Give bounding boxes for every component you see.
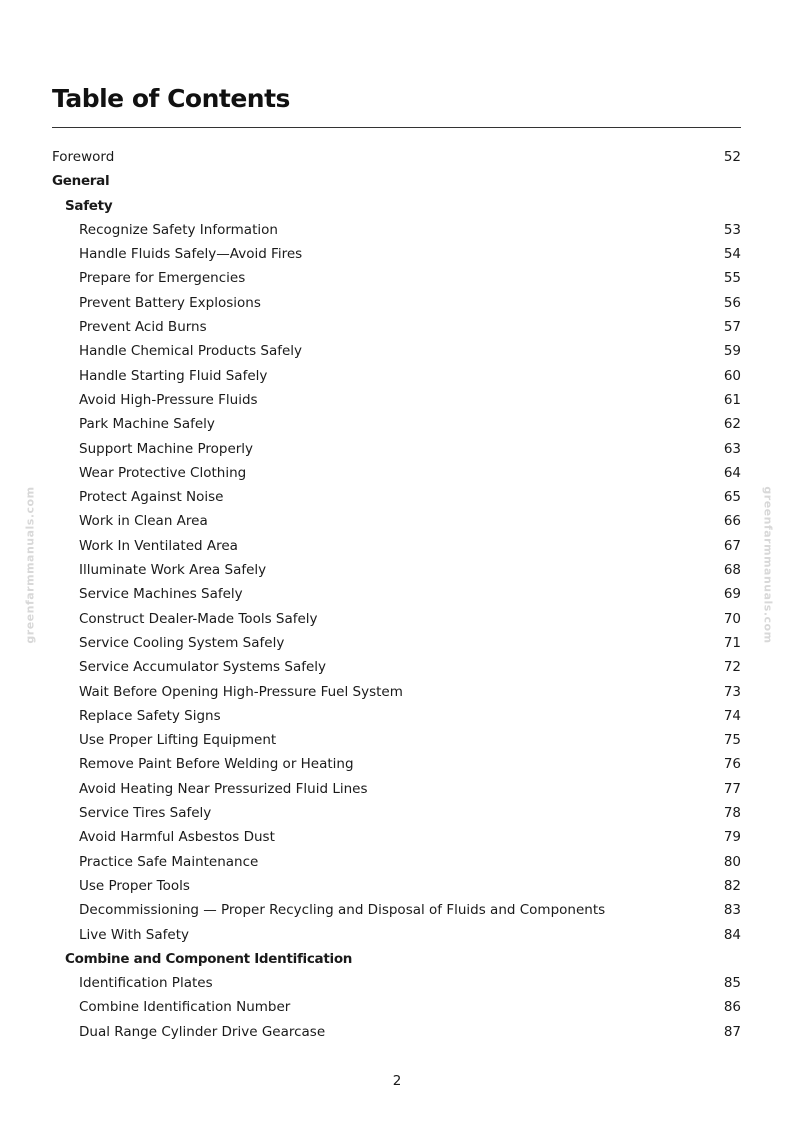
toc-entry[interactable] [52,582,741,606]
toc-entry[interactable] [52,777,741,801]
toc-entry[interactable] [52,242,741,266]
toc-entry-title: Use Proper Tools [79,877,190,894]
toc-entry-title: Avoid Heating Near Pressurized Fluid Lines [79,780,368,797]
title-divider [52,127,741,128]
toc-entry-title: Service Tires Safely [79,805,212,822]
toc-entry[interactable] [52,437,741,461]
toc-entry-page: 68 [723,562,741,579]
toc-entry-title: General [52,173,110,190]
toc-entry-page: 74 [723,707,741,724]
toc-entry-page: 57 [723,319,741,336]
toc-entry-page: 80 [723,853,741,870]
toc-entry-page: 70 [723,610,741,627]
toc-entry-title: Service Machines Safely [79,586,243,603]
toc-entry-page: 59 [723,343,741,360]
toc-entry-title: Service Cooling System Safely [79,634,285,651]
toc-entry-page: 54 [723,246,741,263]
toc-entry-title: Avoid High-Pressure Fluids [79,391,258,408]
toc-entry-page: 65 [723,489,741,506]
toc-entry-page: 82 [723,877,741,894]
toc-entry-page: 78 [723,805,741,822]
toc-entry[interactable] [52,704,741,728]
toc-entry-page: 62 [723,416,741,433]
toc-entry-title: Use Proper Lifting Equipment [79,732,277,749]
toc-entry-title: Protect Against Noise [79,489,224,506]
toc-entry-page: 86 [723,999,741,1016]
toc-entry-page: 75 [723,732,741,749]
toc-entry-page: 53 [723,221,741,238]
toc-entry-title: Recognize Safety Information [79,221,278,238]
toc-entry-page: 77 [723,780,741,797]
toc-entry[interactable] [52,315,741,339]
toc-entry-title: Dual Range Cylinder Drive Gearcase [79,1023,326,1040]
watermark-left: greenfarmmanuals.com [23,486,37,644]
toc-entry[interactable] [52,971,741,995]
toc-entry[interactable] [52,485,741,509]
toc-entry[interactable] [52,655,741,679]
toc-entry-page: 76 [723,756,741,773]
toc-entry-title: Work in Clean Area [79,513,208,530]
toc-entry[interactable] [52,339,741,363]
toc-entry-page: 85 [723,975,741,992]
toc-entry[interactable] [52,923,741,947]
toc-entry[interactable] [52,874,741,898]
toc-section-heading [52,194,741,218]
toc-entry[interactable] [52,145,741,169]
toc-entry[interactable] [52,558,741,582]
toc-entry[interactable] [52,995,741,1019]
toc-entry[interactable] [52,534,741,558]
toc-entry[interactable] [52,1020,741,1044]
toc-entry-title: Prevent Battery Explosions [79,294,261,311]
toc-entry-title: Wear Protective Clothing [79,464,247,481]
toc-entry-title: Service Accumulator Systems Safely [79,659,327,676]
toc-entry[interactable] [52,364,741,388]
toc-entry-title: Handle Fluids Safely—Avoid Fires [79,246,303,263]
toc-entry-title: Illuminate Work Area Safely [79,562,267,579]
toc-entry-page: 56 [723,294,741,311]
toc-entry-title: Foreword [52,149,115,165]
toc-entry[interactable] [52,461,741,485]
toc-entry[interactable] [52,850,741,874]
toc-entry[interactable] [52,680,741,704]
toc-entry-page: 52 [723,149,741,165]
toc-entry[interactable] [52,898,741,922]
toc-entry-title: Safety [65,197,113,214]
toc-entry[interactable] [52,825,741,849]
toc-entry[interactable] [52,752,741,776]
toc-entry-title: Remove Paint Before Welding or Heating [79,756,354,773]
toc-entry-title: Live With Safety [79,926,189,943]
toc-entry[interactable] [52,218,741,242]
toc-entry-page: 87 [723,1023,741,1040]
toc-entry[interactable] [52,728,741,752]
toc-entry[interactable] [52,509,741,533]
toc-entry[interactable] [52,388,741,412]
toc-entry-page: 61 [723,391,741,408]
toc-entry-title: Handle Starting Fluid Safely [79,367,268,384]
toc-entry[interactable] [52,266,741,290]
toc-entry-title: Decommissioning — Proper Recycling and Disposal of Fluids and Components [79,902,606,919]
page-title: Table of Contents [52,84,290,113]
toc-entry-title: Combine Identification Number [79,999,291,1016]
toc-entry-page: 69 [723,586,741,603]
toc-entry[interactable] [52,631,741,655]
toc-entry-title: Work In Ventilated Area [79,537,238,554]
toc-entry-page: 79 [723,829,741,846]
toc-entry-title: Replace Safety Signs [79,707,221,724]
toc-section-heading [52,169,741,193]
toc-entry-page: 55 [723,270,741,287]
toc-entry-page: 64 [723,464,741,481]
toc-entry[interactable] [52,607,741,631]
toc-entry-title: Support Machine Properly [79,440,254,457]
toc-section-heading [52,947,741,971]
toc-entry-page: 63 [723,440,741,457]
toc-entry-title: Construct Dealer-Made Tools Safely [79,610,318,627]
toc-entry-page: 67 [723,537,741,554]
toc-entry-title: Practice Safe Maintenance [79,853,259,870]
toc-entry-page: 72 [723,659,741,676]
toc-entry-title: Combine and Component Identification [65,950,353,967]
toc-entry-page: 84 [723,926,741,943]
page-number: 2 [392,1073,402,1089]
toc-entry-page: 66 [723,513,741,530]
toc-entry-title: Avoid Harmful Asbestos Dust [79,829,275,846]
toc-entry-title: Identification Plates [79,975,213,992]
toc-entry-title: Prevent Acid Burns [79,319,207,336]
toc-entry-page: 73 [723,683,741,700]
watermark-right: greenfarmmanuals.com [761,486,775,644]
toc-entry-page: 60 [723,367,741,384]
toc-entry[interactable] [52,801,741,825]
toc-entry-title: Prepare for Emergencies [79,270,246,287]
toc-entry-title: Park Machine Safely [79,416,215,433]
toc-entry[interactable] [52,291,741,315]
toc-entry-title: Wait Before Opening High-Pressure Fuel System [79,683,403,700]
table-of-contents [52,145,741,1044]
toc-entry[interactable] [52,412,741,436]
toc-entry-page: 83 [723,902,741,919]
toc-entry-page: 71 [723,634,741,651]
toc-entry-title: Handle Chemical Products Safely [79,343,303,360]
